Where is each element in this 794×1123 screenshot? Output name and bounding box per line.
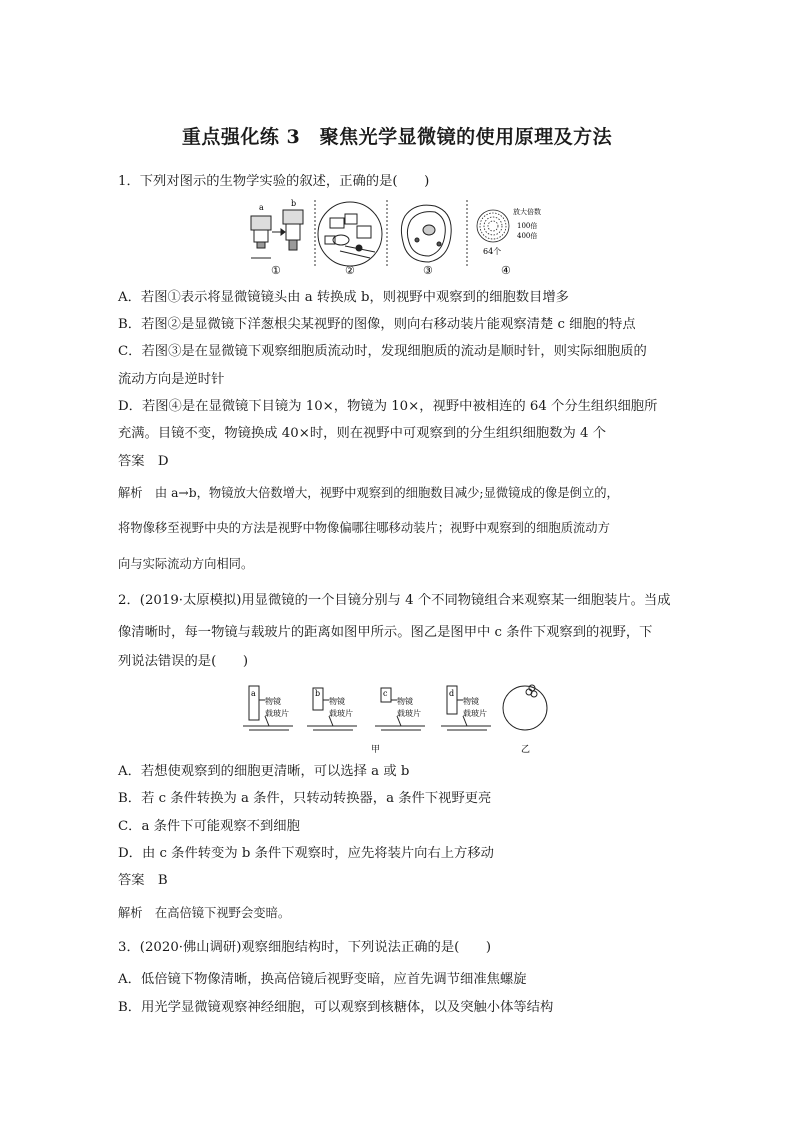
q3-option-a: A．低倍镜下物像清晰，换高倍镜后视野变暗，应首先调节细准焦螺旋	[118, 972, 527, 987]
lens-a-letter: a	[251, 689, 256, 698]
lens-c-letter: c	[383, 689, 388, 698]
q2-stem-2: 像清晰时，每一物镜与载玻片的距离如图甲所示。图乙是图甲中 c 条件下观察到的视野，下	[118, 625, 653, 640]
fig1-letter-a: a	[259, 203, 264, 212]
lens-b-letter: b	[315, 689, 321, 698]
q1-analysis-2: 将物像移至视野中央的方法是视野中物像偏哪往哪移动装片；视野中观察到的细胞质流动方	[118, 521, 610, 535]
lens-d-slide: 载玻片	[463, 709, 487, 718]
fig2-cells-view	[318, 202, 382, 266]
q2-stem-1: 2．(2019·太原模拟)用显微镜的一个目镜分别与 4 个不同物镜组合来观察某一细胞装片。当成	[118, 593, 671, 608]
q1-answer: 答案 D	[118, 454, 169, 469]
lens-d-letter: d	[449, 689, 455, 698]
q2-answer: 答案 B	[118, 873, 168, 888]
q2-stem-3: 列说法错误的是( )	[118, 654, 249, 669]
q3-stem: 3．(2020·佛山调研)观察细胞结构时，下列说法正确的是( )	[118, 940, 492, 955]
fig4-100x: 100倍	[517, 222, 538, 230]
lens-d-objective: 物镜	[463, 697, 479, 706]
q1-stem: 1．下列对图示的生物学实验的叙述，正确的是( )	[118, 174, 430, 189]
fig1-lenses	[251, 210, 303, 258]
q2-option-a: A．若想使观察到的细胞更清晰，可以选择 a 或 b	[118, 764, 410, 779]
lens-b-slide: 载玻片	[329, 709, 353, 718]
lens-a-objective: 物镜	[265, 697, 281, 706]
figure-yi-label: 乙	[521, 745, 531, 755]
fig1-letter-b: b	[291, 199, 297, 208]
q1-option-c-cont: 流动方向是逆时针	[118, 372, 225, 387]
q2-analysis: 解析 在高倍镜下视野会变暗。	[118, 906, 291, 920]
q2-option-d: D．由 c 条件转变为 b 条件下观察时，应先将装片向右上方移动	[118, 846, 494, 861]
fig4-label: ④	[501, 264, 511, 277]
q1-analysis-1: 解析 由 a→b，物镜放大倍数增大，视野中观察到的细胞数目减少;显微镜成的像是倒立的，	[118, 486, 619, 500]
lens-a-slide: 载玻片	[265, 709, 289, 718]
q1-option-d: D．若图④是在显微镜下目镜为 10×，物镜为 10×，视野中被相连的 64 个分生组织细胞所	[118, 399, 658, 414]
fig4-400x: 400倍	[517, 232, 538, 240]
q1-analysis-3: 向与实际流动方向相同。	[118, 557, 254, 571]
q2-option-b: B．若 c 条件转换为 a 条件，只转动转换器，a 条件下视野更亮	[118, 791, 492, 806]
fig1-label: ①	[271, 264, 281, 277]
figure-jia-label: 甲	[371, 745, 381, 755]
q1-option-b: B．若图②是显微镜下洋葱根尖某视野的图像，则向右移动装片能观察清楚 c 细胞的特点	[118, 317, 636, 332]
lens-c-objective: 物镜	[397, 697, 413, 706]
fig3-label: ③	[423, 264, 433, 277]
fig2-label: ②	[345, 264, 355, 277]
fig4-cell-grid	[477, 210, 509, 242]
q1-figure	[245, 196, 545, 288]
q2-option-c: C．a 条件下可能观察不到细胞	[118, 819, 300, 834]
q2-figure	[243, 684, 553, 758]
fig4-count: 64个	[483, 247, 502, 256]
lens-c-slide: 载玻片	[397, 709, 421, 718]
q1-option-d-cont: 充满。目镜不变，物镜换成 40×时，则在视野中可观察到的分生组织细胞数为 4 个	[118, 426, 606, 441]
view-circle	[503, 685, 547, 730]
q3-option-b: B．用光学显微镜观察神经细胞，可以观察到核糖体，以及突触小体等结构	[118, 1000, 554, 1015]
fig4-magnification: 放大倍数	[513, 208, 541, 216]
fig3-plant-cell	[401, 205, 451, 262]
q1-option-a: A．若图①表示将显微镜镜头由 a 转换成 b，则视野中观察到的细胞数目增多	[118, 290, 569, 305]
page-title: 重点强化练 3 聚焦光学显微镜的使用原理及方法	[181, 126, 613, 148]
q1-option-c: C．若图③是在显微镜下观察细胞质流动时，发现细胞质的流动是顺时针，则实际细胞质的	[118, 344, 647, 359]
lens-b-objective: 物镜	[329, 697, 345, 706]
